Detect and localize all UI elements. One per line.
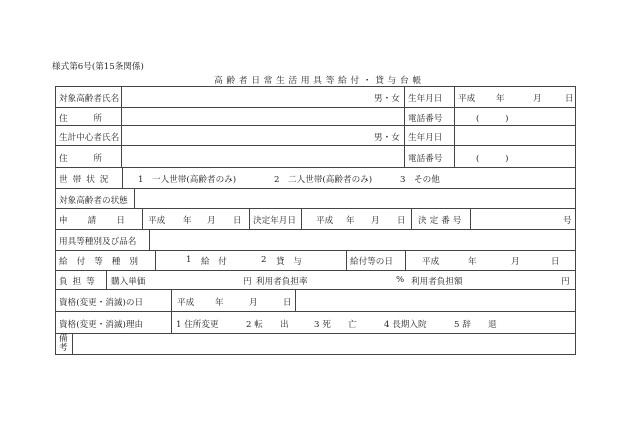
decision-date-label: 決定年月日 — [253, 216, 296, 226]
benefit-day: 日 — [551, 257, 560, 267]
elder-address-label: 住 所 — [59, 114, 102, 124]
elder-name-field[interactable] — [125, 89, 370, 105]
decision-year: 年 — [346, 216, 355, 226]
household-status-label: 世帯状況 — [59, 175, 114, 185]
eligibility-month: 月 — [249, 298, 258, 308]
remarks-field[interactable] — [76, 335, 571, 352]
head-phone-label: 電話番号 — [408, 154, 443, 164]
reason-option-2[interactable]: 2 転 出 — [246, 320, 289, 330]
benefit-option-1[interactable]: 給 付 — [201, 257, 227, 267]
benefit-option-2[interactable]: 貸 与 — [276, 257, 302, 267]
eligibility-era: 平成 — [177, 298, 195, 308]
application-year: 年 — [183, 216, 192, 226]
eligibility-change-reason-label: 資格(変更・消滅)理由 — [59, 320, 144, 330]
eligibility-change-date-label: 資格(変更・消滅)の日 — [59, 298, 144, 308]
benefit-option-1-number: 1 — [186, 255, 192, 265]
elder-phone-paren: ( ) — [476, 114, 509, 124]
form-title: 高齢者日常生活用具等給付・貸与台帳 — [214, 76, 425, 86]
reason-option-5[interactable]: 5 辞 退 — [454, 320, 497, 330]
dob-year: 年 — [496, 94, 505, 104]
application-era: 平成 — [148, 216, 166, 226]
elder-condition-label: 対象高齢者の状態 — [59, 196, 128, 206]
benefit-era: 平成 — [422, 257, 440, 267]
decision-number-label: 決定番号 — [418, 216, 465, 226]
burden-rate-percent: % — [396, 275, 405, 285]
remarks-label: 備考 — [59, 334, 68, 353]
household-head-field[interactable] — [125, 127, 370, 143]
benefit-type-label: 給付等種別 — [59, 257, 147, 267]
application-month: 月 — [207, 216, 216, 226]
decision-day: 日 — [397, 216, 406, 226]
benefit-option-2-number: 2 — [261, 255, 267, 265]
reason-option-1[interactable]: 1 住所変更 — [176, 320, 219, 330]
elder-address-field[interactable] — [125, 109, 400, 123]
decision-era: 平成 — [316, 216, 334, 226]
eligibility-year: 年 — [215, 298, 224, 308]
burden-rate-label: 利用者負担率 — [256, 277, 308, 287]
elder-phone-label: 電話番号 — [408, 114, 443, 124]
dob-day: 日 — [565, 94, 574, 104]
decision-month: 月 — [371, 216, 380, 226]
head-sex-choice: 男・女 — [374, 133, 400, 143]
burden-amount-yen: 円 — [561, 277, 570, 287]
benefit-month: 月 — [511, 257, 520, 267]
dob-era: 平成 — [458, 94, 476, 104]
elder-condition-field[interactable] — [138, 190, 570, 206]
purchase-price-yen: 円 — [243, 277, 252, 287]
dob-month: 月 — [533, 94, 542, 104]
equipment-type-label: 用具等種別及び品名 — [59, 237, 137, 247]
household-option-3[interactable]: 3 その他 — [400, 175, 440, 185]
decision-number-suffix: 号 — [563, 216, 572, 226]
sex-choice: 男・女 — [374, 94, 400, 104]
form-number: 様式第6号(第15条関係) — [52, 62, 144, 72]
application-date-label: 申請日 — [59, 216, 145, 226]
burden-label: 負担等 — [59, 277, 100, 287]
household-option-2[interactable]: 2 二人世帯(高齢者のみ) — [274, 175, 373, 185]
head-address-field[interactable] — [125, 148, 400, 164]
head-phone-paren: ( ) — [476, 154, 509, 164]
head-address-label: 住 所 — [59, 154, 102, 164]
household-option-1[interactable]: 1 一人世帯(高齢者のみ) — [138, 175, 237, 185]
reason-option-4[interactable]: 4 長期入院 — [384, 320, 427, 330]
household-head-label: 生計中心者氏名 — [59, 133, 120, 143]
purchase-price-label: 購入単価 — [111, 277, 146, 287]
dob-label: 生年月日 — [408, 94, 443, 104]
head-dob-label: 生年月日 — [408, 133, 443, 143]
benefit-date-label: 給付等の日 — [350, 257, 393, 267]
equipment-type-field[interactable] — [153, 231, 571, 247]
application-day: 日 — [233, 216, 242, 226]
benefit-year: 年 — [468, 257, 477, 267]
reason-option-3[interactable]: 3 死 亡 — [314, 320, 357, 330]
eligibility-day: 日 — [283, 298, 292, 308]
burden-amount-label: 利用者負担額 — [411, 277, 463, 287]
elder-name-label: 対象高齢者氏名 — [59, 94, 120, 104]
